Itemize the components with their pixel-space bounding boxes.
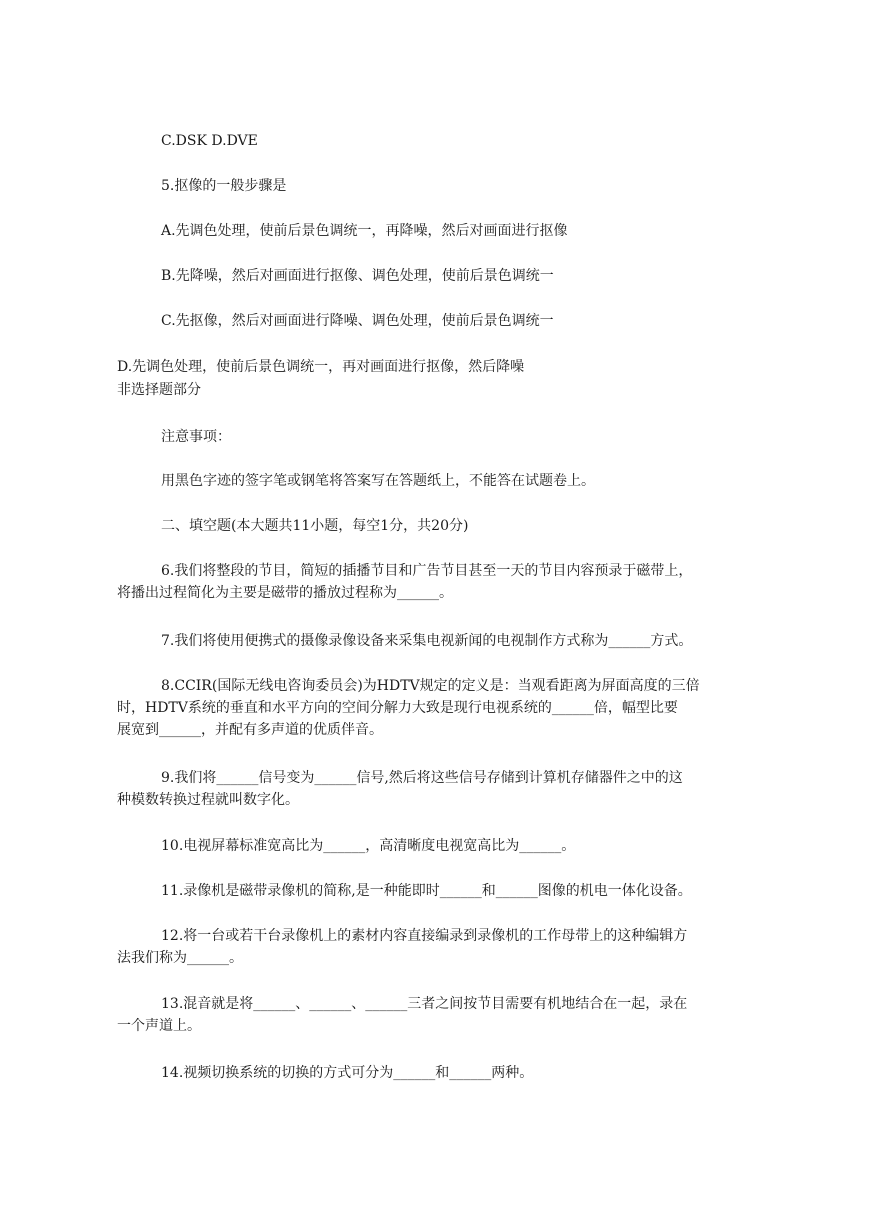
- question-14: 14.视频切换系统的切换的方式可分为______和______两种。: [161, 1065, 534, 1081]
- question-13-line-1: 13.混音就是将______、______、______三者之间按节目需要有机地结合在一起，录在: [161, 996, 688, 1012]
- question-12-line-2: 法我们称为______。: [117, 950, 243, 966]
- question-8-line-1: 8.CCIR(国际无线电咨询委员会)为HDTV规定的定义是：当观看距离为屏面高度的三倍: [161, 678, 700, 694]
- question-5: 5.抠像的一般步骤是: [161, 178, 287, 194]
- option-line-c-d: C.DSK D.DVE: [161, 133, 258, 149]
- question-6-line-2: 将播出过程简化为主要是磁带的播放过程称为______。: [117, 585, 453, 601]
- option-d: D.先调色处理，使前后景色调统一，再对画面进行抠像，然后降噪: [117, 359, 525, 375]
- notes-text: 用黑色字迹的签字笔或钢笔将答案写在答题纸上，不能答在试题卷上。: [161, 473, 595, 489]
- option-a: A.先调色处理，使前后景色调统一，再降噪，然后对画面进行抠像: [161, 223, 568, 239]
- question-9: [117, 767, 683, 811]
- question-6: [117, 560, 692, 604]
- question-9-line-2: 种模数转换过程就叫数字化。: [117, 792, 299, 808]
- question-13-line-2: 一个声道上。: [117, 1018, 201, 1034]
- question-12: [117, 925, 687, 969]
- question-7: 7.我们将使用便携式的摄像录像设备来采集电视新闻的电视制作方式称为______方式。: [161, 633, 693, 649]
- fill-blank-section-heading: 二、填空题(本大题共11小题，每空1分，共20分): [161, 518, 469, 534]
- question-8: [117, 675, 700, 741]
- question-9-line-1: 9.我们将______信号变为______信号,然后将这些信号存储到计算机存储器件之中的这: [161, 770, 683, 786]
- section-heading-nonchoice: 非选择题部分: [117, 382, 201, 398]
- notes-heading: 注意事项：: [161, 429, 231, 445]
- question-6-line-1: 6.我们将整段的节目，简短的插播节目和广告节目甚至一天的节目内容预录于磁带上，: [161, 563, 693, 579]
- option-b: B.先降噪，然后对画面进行抠像、调色处理，使前后景色调统一: [161, 268, 554, 284]
- question-11: 11.录像机是磁带录像机的简称,是一种能即时______和______图像的机电一体化设备。: [161, 883, 692, 899]
- question-8-line-2: 时，HDTV系统的垂直和水平方向的空间分解力大致是现行电视系统的______倍，幅型比要: [117, 700, 678, 716]
- question-8-line-3: 展宽到______，并配有多声道的优质伴音。: [117, 722, 383, 738]
- question-10: 10.电视屏幕标准宽高比为______，高清晰度电视宽高比为______。: [161, 838, 576, 854]
- option-c: C.先抠像，然后对画面进行降噪、调色处理，使前后景色调统一: [161, 313, 554, 329]
- question-12-line-1: 12.将一台或若干台录像机上的素材内容直接编录到录像机的工作母带上的这种编辑方: [161, 928, 688, 944]
- question-13: [117, 993, 687, 1037]
